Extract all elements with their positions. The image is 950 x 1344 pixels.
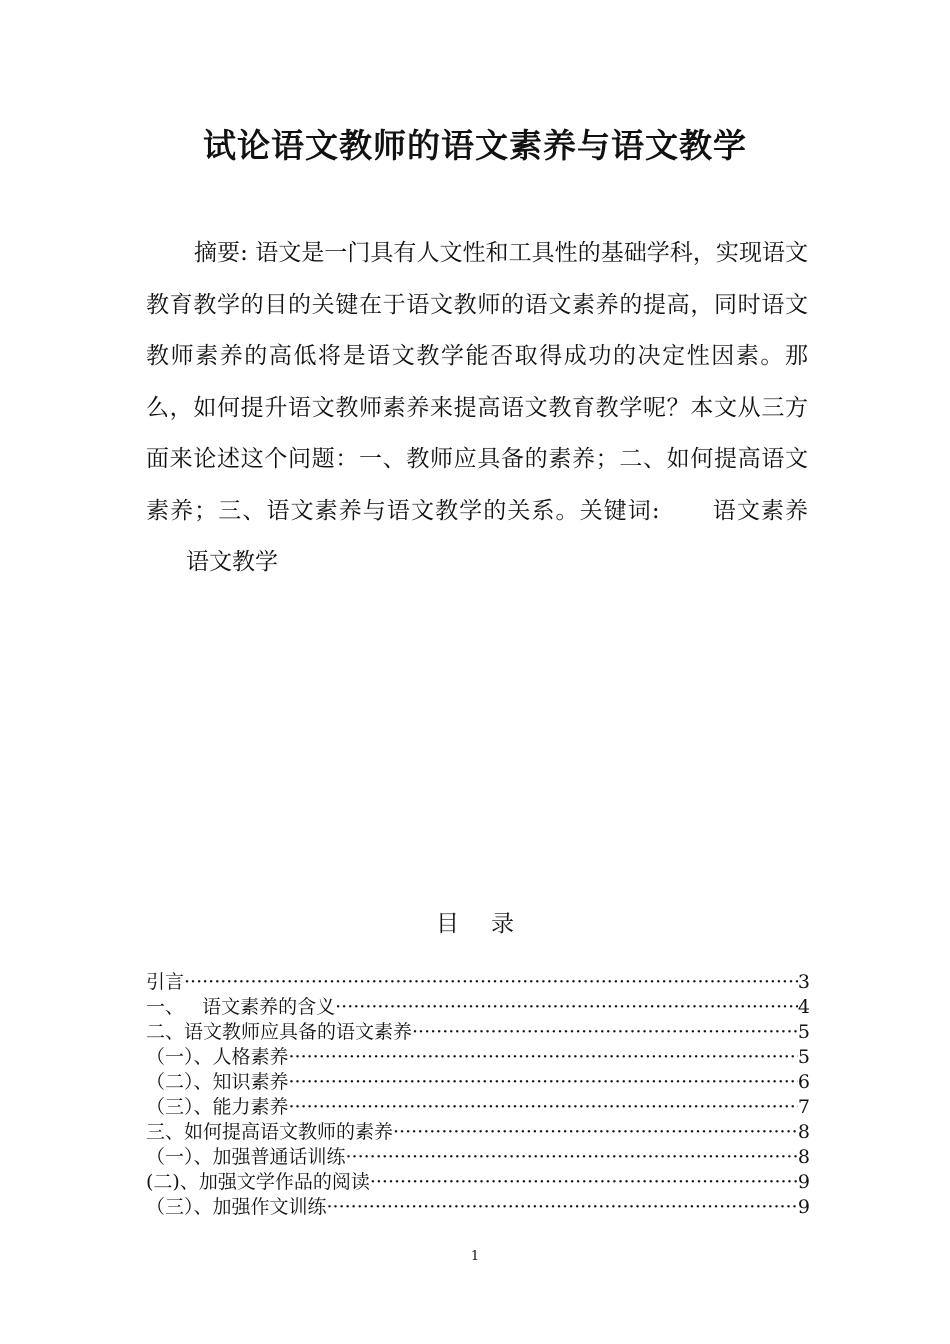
toc-entry[interactable] <box>146 995 810 1020</box>
toc-dot-leader <box>327 1195 798 1220</box>
toc-entry[interactable] <box>146 1045 810 1070</box>
toc-entry-page: 5 <box>797 1021 810 1043</box>
keyword-1: 语文素养 <box>711 497 809 524</box>
toc-title: 目录 <box>436 911 546 937</box>
keyword-2: 语文教学 <box>186 549 278 575</box>
toc-entry-page: 6 <box>797 1071 810 1093</box>
toc-dot-leader <box>289 1070 798 1095</box>
toc-entry-page: 3 <box>797 971 810 993</box>
abstract-text: 语文是一门具有人文性和工具性的基础学科，实现语文教育教学的目的关键在于语文教师的语文素养的提高，同时语文教师素养的高低将是语文教学能否取得成功的决定性因素。那么，如何提升语文教师素养来提高语文教育教学呢？本文从三方面来论述这个问题：一、教师应具备的素养；二、如何提高语文素养；三、语文素养与语文教学的关系。 <box>146 240 809 524</box>
toc-entry[interactable] <box>146 1195 810 1220</box>
toc-dot-leader <box>184 970 798 995</box>
toc-entry[interactable] <box>146 1120 810 1145</box>
abstract-label: 摘要: <box>194 240 248 266</box>
toc-entry-label: 三、如何提高语文教师的素养 <box>146 1121 394 1143</box>
toc-entry[interactable] <box>146 1070 810 1095</box>
toc-entry[interactable] <box>146 1145 810 1170</box>
document-title: 试论语文教师的语文素养与语文教学 <box>203 126 747 165</box>
toc-entry-page: 4 <box>797 996 810 1018</box>
toc-entry-label: 一、 语文素养的含义 <box>146 996 336 1018</box>
toc-entry-page: 8 <box>797 1146 810 1168</box>
abstract-paragraph <box>146 228 808 589</box>
toc-entry[interactable] <box>146 1095 810 1120</box>
toc-entry-label: （三）、能力素养 <box>146 1096 289 1118</box>
toc-entry-label: （一）、加强普通话训练 <box>146 1146 346 1168</box>
toc-entry-page: 9 <box>797 1171 810 1193</box>
keywords-label: 关键词: <box>579 497 660 524</box>
toc-dot-leader <box>370 1170 798 1195</box>
page-number: 1 <box>470 1249 480 1264</box>
toc-entry-page: 7 <box>797 1096 810 1118</box>
toc-entry-label: （三）、加强作文训练 <box>146 1196 327 1218</box>
toc-dot-leader <box>393 1120 798 1145</box>
toc-entry-label: (二)、加强文学作品的阅读 <box>146 1171 370 1193</box>
toc-dot-leader <box>412 1020 798 1045</box>
toc-dot-leader <box>346 1145 798 1170</box>
toc-entry-page: 5 <box>797 1046 810 1068</box>
toc-entry-label: 引言 <box>146 971 185 993</box>
toc-entry[interactable] <box>146 1020 810 1045</box>
toc-entry-page: 9 <box>797 1196 810 1218</box>
toc-dot-leader <box>289 1095 798 1120</box>
table-of-contents <box>146 970 810 1220</box>
toc-entry-label: （一）、人格素养 <box>146 1046 289 1068</box>
toc-entry[interactable] <box>146 970 810 995</box>
toc-entry-label: （二）、知识素养 <box>146 1071 289 1093</box>
toc-entry-label: 二、语文教师应具备的语文素养 <box>146 1021 413 1043</box>
toc-dot-leader <box>335 995 798 1020</box>
toc-entry[interactable] <box>146 1170 810 1195</box>
toc-dot-leader <box>289 1045 798 1070</box>
toc-entry-page: 8 <box>797 1121 810 1143</box>
